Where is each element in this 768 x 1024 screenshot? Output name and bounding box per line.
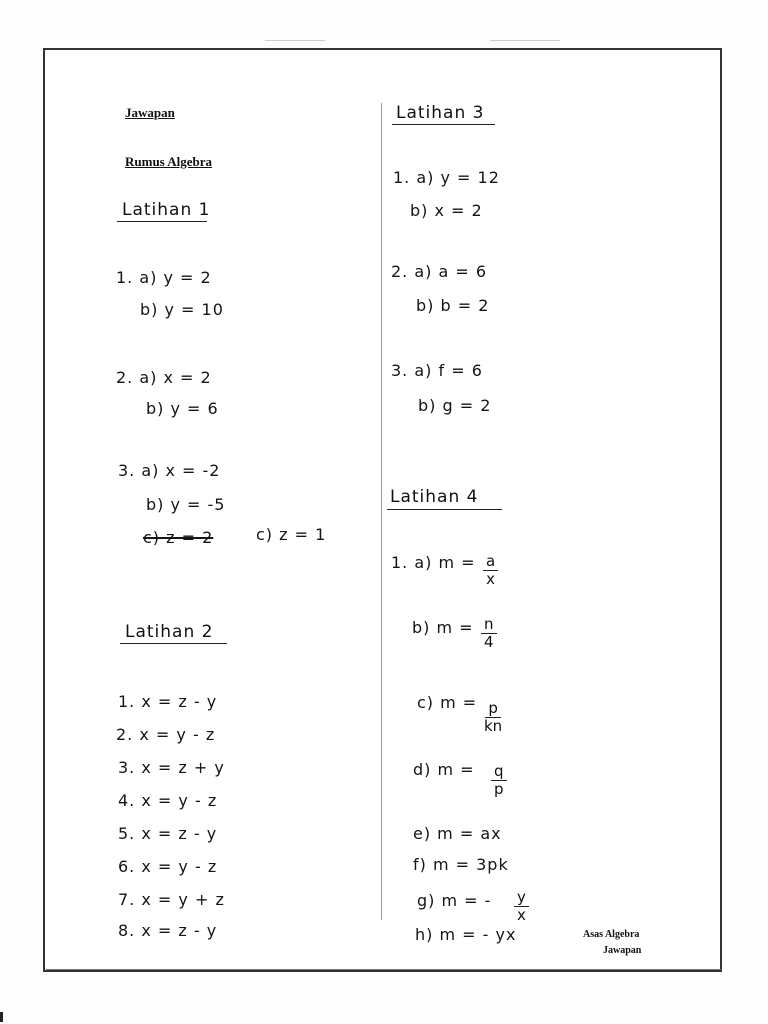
l4-g-fraction — [514, 889, 529, 924]
l2-item: 5. x = z - y — [118, 824, 218, 843]
l1-q1a: 1. a) y = 2 — [116, 268, 212, 287]
l2-item: 1. x = z - y — [118, 692, 218, 711]
l3-q1a: 1. a) y = 12 — [393, 168, 500, 187]
denominator: x — [517, 906, 526, 924]
l4-a-fraction — [483, 553, 498, 588]
scan-artifact — [265, 40, 325, 41]
l1-q3c: c) z = 1 — [256, 525, 327, 544]
l4-b-fraction — [481, 616, 497, 651]
l2-item: 2. x = y - z — [116, 725, 216, 744]
numerator: n — [481, 616, 497, 634]
rumus-algebra-heading: Rumus Algebra — [125, 154, 213, 169]
scan-artifact — [490, 40, 560, 41]
latihan-1-underline — [117, 221, 207, 222]
l2-item: 8. x = z - y — [118, 921, 218, 940]
l3-q2b: b) b = 2 — [416, 296, 490, 315]
l4-c-fraction — [484, 700, 502, 735]
latihan-4-underline — [387, 509, 502, 510]
l2-item: 6. x = y - z — [118, 857, 218, 876]
l3-q3b: b) g = 2 — [418, 396, 492, 415]
l4-g-lhs: g) m = - — [417, 891, 492, 910]
l4-f: f) m = 3pk — [413, 855, 509, 874]
latihan-2-title: Latihan 2 — [125, 622, 214, 642]
l2-item: 4. x = y - z — [118, 791, 218, 810]
column-divider — [381, 103, 382, 920]
l1-q3c-struck: c) z = 2 — [143, 528, 214, 547]
latihan-3-underline — [392, 124, 495, 125]
l1-q2b: b) y = 6 — [146, 399, 219, 418]
l4-a-lhs: 1. a) m = — [391, 553, 476, 572]
frame-inner-line — [46, 969, 721, 970]
l4-d-lhs: d) m = — [413, 760, 475, 779]
footer-subtitle: Jawapan — [603, 945, 642, 956]
l1-q2a: 2. a) x = 2 — [116, 368, 212, 387]
l2-item: 3. x = z + y — [118, 758, 225, 777]
l3-q1b: b) x = 2 — [410, 201, 483, 220]
l3-q2a: 2. a) a = 6 — [391, 262, 488, 281]
numerator: p — [485, 700, 501, 718]
l4-h: h) m = - yx — [415, 925, 517, 944]
l1-q3a: 3. a) x = -2 — [118, 461, 221, 480]
footer-title: Asas Algebra — [583, 929, 640, 940]
latihan-2-underline — [120, 643, 227, 644]
jawapan-heading: Jawapan — [125, 105, 175, 120]
numerator: a — [483, 553, 498, 571]
l3-q3a: 3. a) f = 6 — [391, 361, 483, 380]
denominator: x — [486, 570, 496, 588]
l2-item: 7. x = y + z — [118, 890, 225, 909]
denominator: kn — [484, 717, 503, 735]
latihan-3-title: Latihan 3 — [396, 103, 485, 123]
latihan-1-title: Latihan 1 — [122, 200, 211, 220]
l4-b-lhs: b) m = — [412, 618, 474, 637]
numerator: y — [514, 889, 529, 907]
l4-e: e) m = ax — [413, 824, 502, 843]
l4-d-fraction — [491, 763, 507, 798]
scan-mark — [0, 1012, 3, 1022]
l1-q3b: b) y = -5 — [146, 495, 226, 514]
denominator: 4 — [483, 633, 494, 651]
denominator: p — [494, 780, 504, 798]
numerator: q — [491, 763, 507, 781]
latihan-4-title: Latihan 4 — [390, 487, 479, 507]
l1-q1b: b) y = 10 — [140, 300, 224, 319]
l4-c-lhs: c) m = — [417, 693, 478, 712]
